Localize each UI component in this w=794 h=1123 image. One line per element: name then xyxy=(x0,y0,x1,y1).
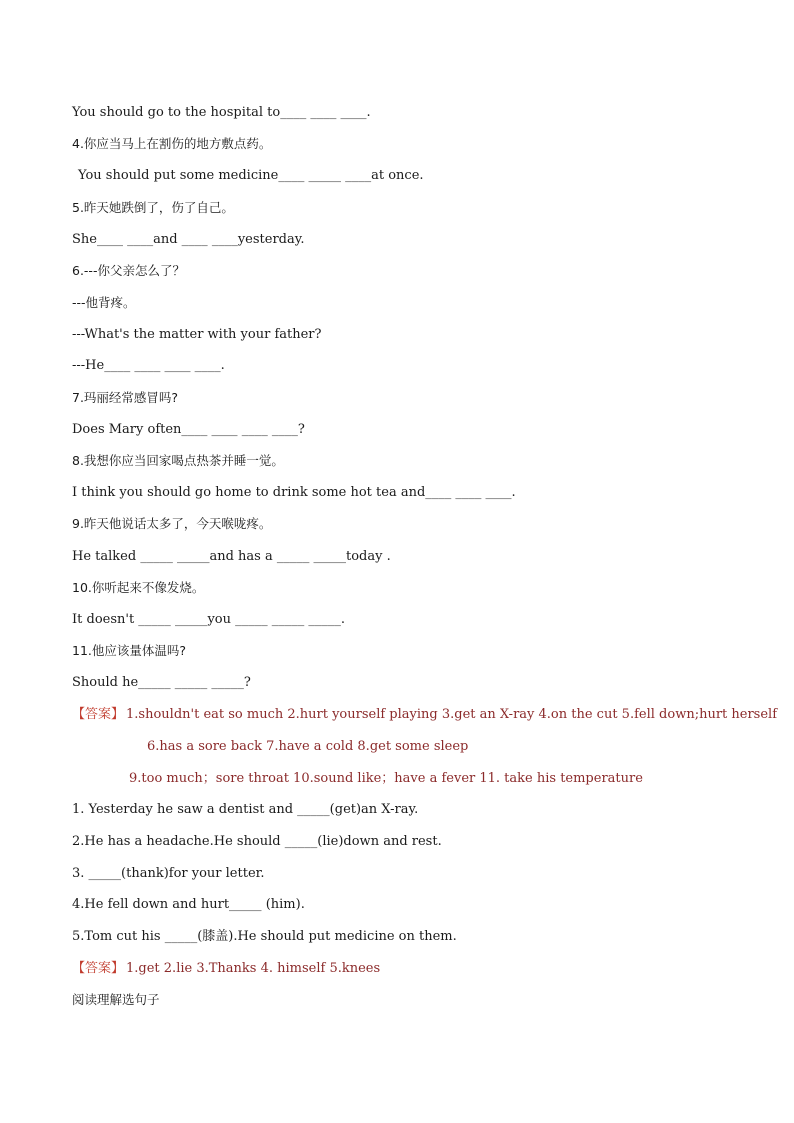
sentence-line: She____ ____and ____ ____yesterday. xyxy=(72,232,305,247)
answer-label: 【答案】 xyxy=(72,707,125,722)
chinese-prompt: 5.昨天她跌倒了，伤了自己。 xyxy=(72,200,234,215)
section-heading: 阅读理解选句子 xyxy=(72,992,160,1007)
answer-block-2 xyxy=(72,960,380,978)
chinese-prompt: 8.我想你应当回家喝点热茶并睡一觉。 xyxy=(72,453,284,468)
answer-text: 9.too much；sore throat 10.sound like；have a fever 11. take his temperature xyxy=(129,771,643,786)
sentence-line: You should put some medicine____ _____ ____at once. xyxy=(78,168,424,183)
answer-text: 1.get 2.lie 3.Thanks 4. himself 5.knees xyxy=(126,961,381,976)
chinese-prompt: 7.玛丽经常感冒吗? xyxy=(72,390,179,405)
sentence-line: ---He____ ____ ____ ____. xyxy=(72,358,225,373)
sentence-line: 2.He has a headache.He should _____(lie)down and rest. xyxy=(72,834,442,849)
sentence-line: Does Mary often____ ____ ____ ____? xyxy=(72,422,305,437)
sentence-line: 5.Tom cut his _____(膝盖).He should put medicine on them. xyxy=(72,929,457,944)
chinese-prompt: ---他背疼。 xyxy=(72,295,136,310)
sentence-line: 4.He fell down and hurt_____ (him). xyxy=(72,897,305,912)
sentence-line: It doesn't _____ _____you _____ _____ _____. xyxy=(72,612,346,627)
sentence-line: 3. _____(thank)for your letter. xyxy=(72,866,265,881)
chinese-prompt: 9.昨天他说话太多了，今天喉咙疼。 xyxy=(72,516,272,531)
answer-text: 6.has a sore back 7.have a cold 8.get some sleep xyxy=(147,739,469,754)
sentence-line: ---What's the matter with your father? xyxy=(72,327,322,342)
sentence-line: 1. Yesterday he saw a dentist and _____(get)an X-ray. xyxy=(72,802,419,817)
sentence-line: He talked _____ _____and has a _____ _____today . xyxy=(72,549,391,564)
sentence-line: Should he_____ _____ _____? xyxy=(72,675,251,690)
chinese-prompt: 6.---你父亲怎么了？ xyxy=(72,263,185,278)
sentence-line: I think you should go home to drink some hot tea and____ ____ ____. xyxy=(72,485,516,500)
answer-text: 1.shouldn't eat so much 2.hurt yourself playing 3.get an X-ray 4.on the cut 5.fell down;hurt herself xyxy=(126,707,777,722)
chinese-prompt: 10.你听起来不像发烧。 xyxy=(72,580,205,595)
chinese-prompt: 4.你应当马上在割伤的地方敷点药。 xyxy=(72,136,272,151)
answer-block-1 xyxy=(72,706,777,724)
chinese-prompt: 11.他应该量体温吗? xyxy=(72,643,187,658)
sentence-line: You should go to the hospital to____ ____ ____. xyxy=(72,105,371,120)
answer-label: 【答案】 xyxy=(72,961,125,976)
